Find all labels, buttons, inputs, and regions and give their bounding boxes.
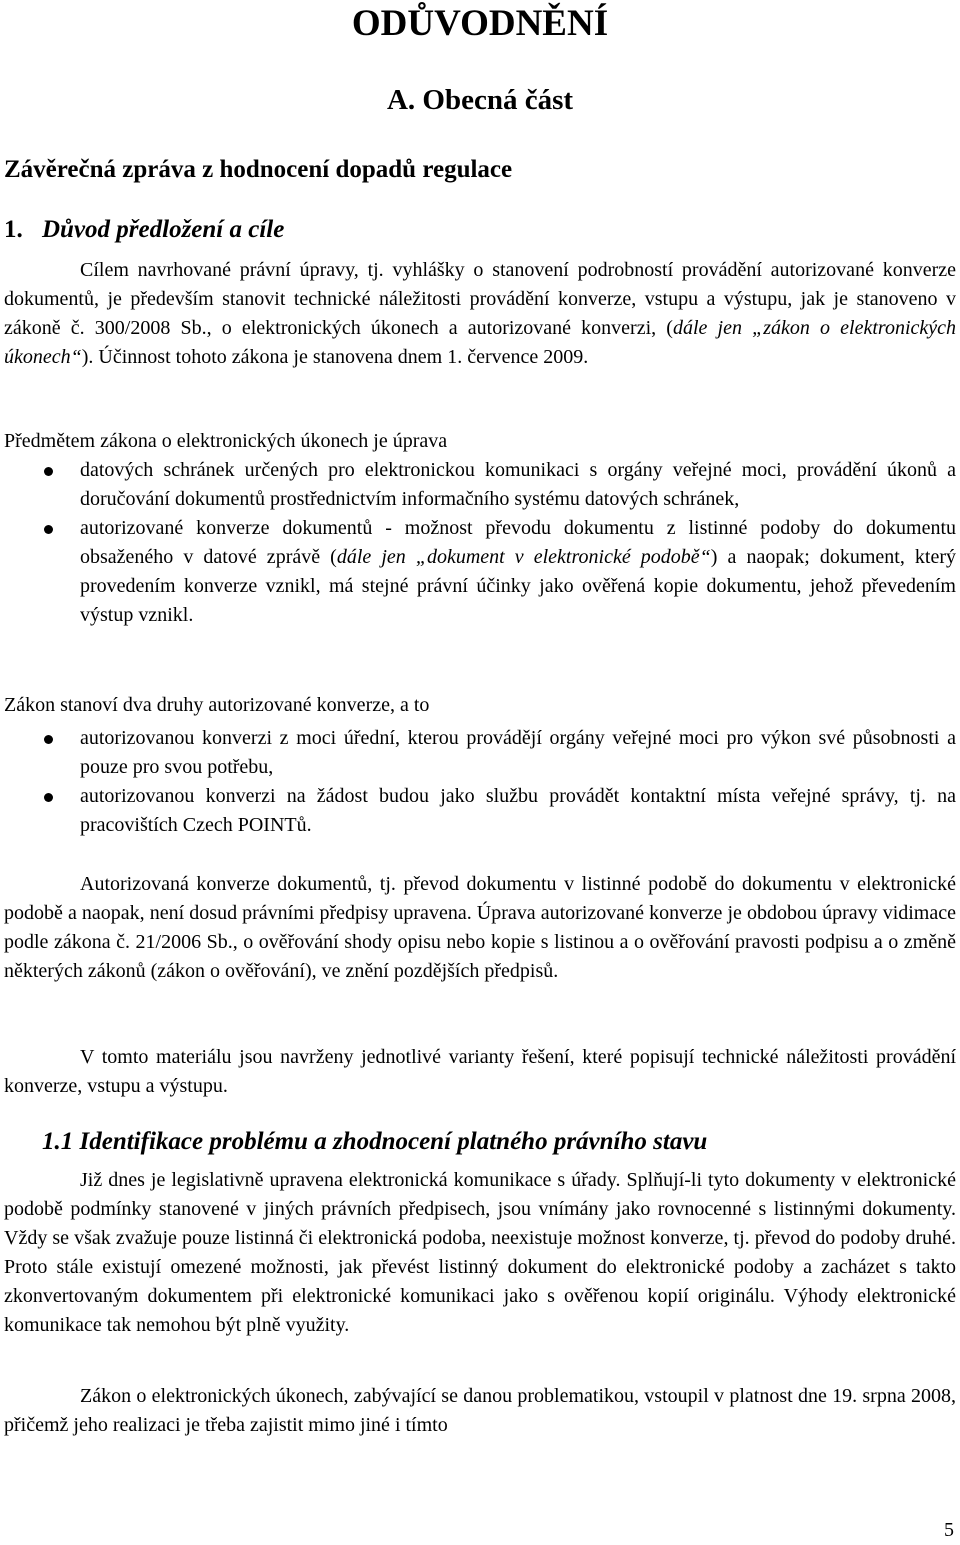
bullet-icon [44,793,53,802]
bullet-icon [44,735,53,744]
paragraph-purpose-italic: dále jen „zákon o elektronických úkonech“ [4,317,957,368]
page-number: 5 [944,1519,954,1541]
bullet-icon [44,467,53,476]
paragraph-law-validity: Zákon o elektronických úkonech, zabývající se danou problematikou, vstoupil v platnost dne 19. srpna 2008, přičemž jeho realizaci je třeba zajistit mimo jiné i tímto [4,1385,956,1436]
list-item-italic: dále jen „dokument v elektronické podobě“ [336,546,711,568]
section-heading: Závěrečná zpráva z hodnocení dopadů regulace [4,156,513,183]
list-item-text: autorizovanou konverzi z moci úřední, kterou provádějí orgány veřejné moci pro výkon své působnosti a pouze pro svou potřebu, [80,727,956,778]
item-heading [4,214,284,246]
list-item-text: datových schránek určených pro elektronickou komunikaci s orgány veřejné moci, provádění úkonů a doručování dokumentů prostřednictvím informačního systému datových schránek, [80,459,956,510]
list-item [0,456,956,514]
paragraph-authorized-conversion: Autorizovaná konverze dokumentů, tj. převod dokumentu v listinné podobě do dokumentu v elektronické podobě a naopak, není dosud právními předpisy upravena. Úprava autorizované konverze je obdobou úpravy vidimace podle zákona č. 21/2006 Sb., o ověřování shody opisu nebo kopie s listinou a o ověřování pravosti podpisu a o změně některých zákonů (zákon o ověřování), ve znění pozdějších předpisů. [4,873,956,982]
item-heading-number: 1. [4,216,23,243]
paragraph-conversion-types-intro: Zákon stanoví dva druhy autorizované konverze, a to [4,694,430,716]
list-item-text-a: autorizované konverze dokumentů - možnost převodu dokumentu z listinné podoby do dokumentu obsaženého v datové zprávě ( [80,517,956,568]
subject-list [0,456,956,630]
subsection-heading: 1.1 Identifikace problému a zhodnocení platného právního stavu [42,1128,708,1155]
list-item-text-b: ) a naopak; dokument, který provedením konverze vznikl, má stejné právní účinky jako ověřená kopie dokumentu, jehož převedením výstup vznikl. [80,546,957,626]
paragraph-variants: V tomto materiálu jsou navrženy jednotlivé varianty řešení, které popisují technické náležitosti provádění konverze, vstupu a výstupu. [4,1046,956,1097]
list-item-text: autorizovanou konverzi na žádost budou jako službu provádět kontaktní místa veřejné správy, tj. na pracovištích Czech POINTů. [80,785,956,836]
list-item [0,514,956,630]
paragraph-purpose-text-a: Cílem navrhované právní úpravy, tj. vyhlášky o stanovení podrobností provádění autorizované konverze dokumentů, je především stanovit technické náležitosti provádění konverze, vstupu a výstupu, jak je stanoveno v zákoně č. 300/2008 Sb., o elektronických úkonech a autorizované konverzi, ( [4,259,956,339]
list-item [0,724,956,782]
bullet-icon [44,525,53,534]
paragraph-problem: Již dnes je legislativně upravena elektronická komunikace s úřady. Splňují-li tyto dokumenty v elektronické podobě podmínky stanovené v jiných právních předpisech, jsou vnímány jako rovnocenné s listinnými dokumenty. Vždy se však zvažuje pouze listinná či elektronická podoba, neexistuje možnost konverze, tj. převod do podoby druhé. Proto stále existují omezené možnosti, jak převést listinný dokument do elektronické podoby a zacházet s takto zkonvertovaným dokumentem při elektronické komunikaci jako s ověřenou kopií originálu. Výhody elektronické komunikace tak nemohou být plně využity. [4,1169,956,1336]
paragraph-subject-intro: Předmětem zákona o elektronických úkonech je úprava [4,430,448,452]
list-item [0,782,956,840]
paragraph-purpose-text-b: ). Účinnost tohoto zákona je stanovena dnem 1. července 2009. [81,346,589,368]
item-heading-label: Důvod předložení a cíle [42,216,285,243]
part-title: A. Obecná část [386,84,574,116]
document-title: ODŮVODNĚNÍ [351,3,609,44]
conversion-types-list [0,724,956,840]
paragraph-purpose [4,256,956,372]
